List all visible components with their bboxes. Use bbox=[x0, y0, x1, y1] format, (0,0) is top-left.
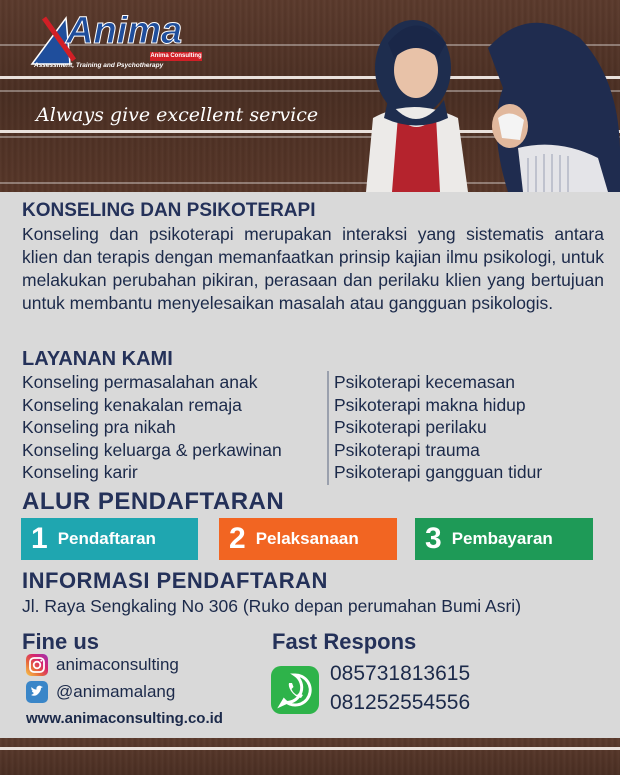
phone-number[interactable]: 081252554556 bbox=[330, 691, 471, 714]
services-left-list bbox=[22, 371, 327, 484]
twitter-handle: @animamalang bbox=[56, 682, 176, 701]
service-item: Psikoterapi makna hidup bbox=[334, 394, 526, 415]
phone-number[interactable]: 085731813615 bbox=[330, 662, 471, 685]
flow-title: ALUR PENDAFTARAN bbox=[22, 488, 285, 515]
logo-bar: Anima Consulting bbox=[150, 53, 202, 59]
services-title: LAYANAN KAMI bbox=[22, 348, 173, 370]
address: Jl. Raya Sengkaling No 306 (Ruko depan perumahan Bumi Asri) bbox=[22, 596, 522, 616]
intro-text: Konseling dan psikoterapi merupakan interaksi yang sistematis antara klien dan terapis dengan memanfaatkan prinsip kajian ilmu psikologi, untuk melakukan perubahan pikiran, perasaan dan perilaku klien yang bertujuan untuk membantu menyelesaikan masalah atau gangguan psikologis. bbox=[22, 224, 604, 313]
services-right-list bbox=[334, 371, 614, 484]
service-item: Psikoterapi trauma bbox=[334, 439, 480, 460]
logo-wordmark: Anima bbox=[66, 10, 183, 52]
step-registration bbox=[21, 518, 198, 560]
website-link[interactable]: www.animaconsulting.co.id bbox=[26, 710, 223, 727]
service-item: Psikoterapi gangguan tidur bbox=[334, 462, 543, 482]
slogan: Always give excellent service bbox=[36, 104, 319, 126]
footer-stripe bbox=[0, 747, 620, 750]
service-item: Psikoterapi perilaku bbox=[334, 417, 487, 437]
step-number: 2 bbox=[229, 522, 246, 555]
service-item: Konseling keluarga & perkawinan bbox=[22, 439, 282, 460]
step-label: Pendaftaran bbox=[57, 529, 156, 548]
step-implementation bbox=[219, 518, 397, 560]
instagram-handle: animaconsulting bbox=[56, 655, 179, 674]
services-divider bbox=[327, 371, 329, 485]
step-label: Pembayaran bbox=[451, 529, 553, 548]
footer-banner bbox=[0, 738, 620, 775]
service-item: Konseling karir bbox=[22, 462, 138, 482]
step-number: 1 bbox=[31, 522, 48, 555]
social-title: Fine us bbox=[22, 629, 100, 654]
whatsapp-icon bbox=[271, 666, 319, 714]
twitter-link[interactable] bbox=[26, 681, 175, 703]
intro-title: KONSELING DAN PSIKOTERAPI bbox=[22, 200, 316, 221]
step-number: 3 bbox=[425, 522, 442, 555]
step-label: Pelaksanaan bbox=[255, 529, 359, 548]
anima-logo bbox=[30, 10, 205, 72]
instagram-link[interactable] bbox=[26, 654, 179, 676]
instagram-icon bbox=[26, 654, 48, 676]
header-banner bbox=[0, 0, 620, 192]
twitter-icon bbox=[26, 681, 48, 703]
info-title: INFORMASI PENDAFTARAN bbox=[22, 568, 328, 593]
step-payment bbox=[415, 518, 593, 560]
service-item: Konseling pra nikah bbox=[22, 417, 176, 437]
contact-title: Fast Respons bbox=[272, 629, 417, 654]
service-item: Konseling kenakalan remaja bbox=[22, 394, 242, 415]
service-item: Psikoterapi kecemasan bbox=[334, 372, 515, 392]
service-item: Konseling permasalahan anak bbox=[22, 372, 258, 392]
logo-tagline: Assessment, Training and Psychotherapy bbox=[34, 62, 164, 69]
counseling-photo bbox=[318, 8, 620, 192]
